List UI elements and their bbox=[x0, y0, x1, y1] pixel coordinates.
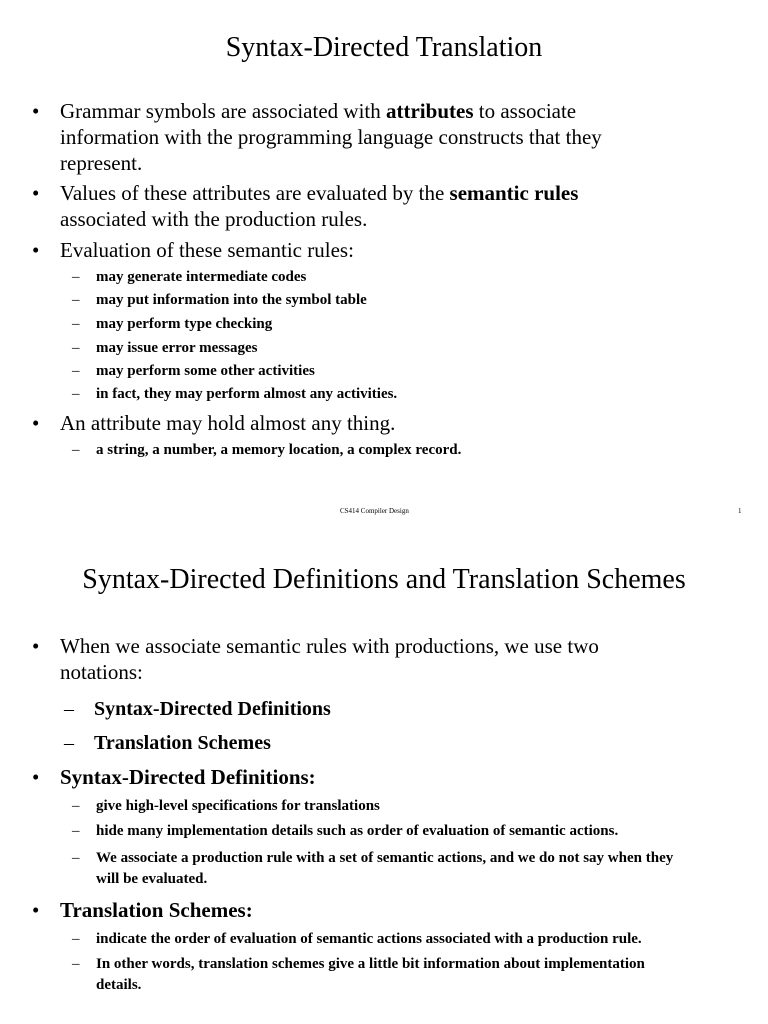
bold-term: semantic rules bbox=[449, 181, 579, 205]
slide-2-title: Syntax-Directed Definitions and Translation Schemes bbox=[82, 564, 686, 595]
text: give high-level specifications for translations bbox=[96, 798, 380, 814]
text: in fact, they may perform almost any activities. bbox=[96, 386, 398, 402]
text: may issue error messages bbox=[96, 340, 258, 356]
text: details. bbox=[96, 977, 142, 993]
list-item bbox=[72, 929, 752, 949]
bullet-glyph: • bbox=[32, 411, 40, 435]
footer-page-number: 1 bbox=[738, 507, 742, 515]
bullet-ts bbox=[32, 897, 732, 923]
list-item bbox=[72, 848, 752, 890]
list-item bbox=[72, 954, 752, 996]
bullet-glyph: • bbox=[32, 898, 40, 922]
text: a string, a number, a memory location, a complex record. bbox=[96, 442, 462, 458]
text: We associate a production rule with a set of semantic actions, and we do not say when they bbox=[96, 850, 674, 866]
slide-2 bbox=[0, 540, 768, 1024]
text: In other words, translation schemes give a little bit information about implementation bbox=[96, 956, 645, 972]
slide-1-title: Syntax-Directed Translation bbox=[225, 32, 543, 63]
text: notations: bbox=[60, 660, 143, 684]
dash-glyph: – bbox=[64, 732, 74, 754]
text: hide many implementation details such as order of evaluation of semantic actions. bbox=[96, 823, 619, 839]
text: Grammar symbols are associated with bbox=[60, 99, 386, 123]
bold-term: attributes bbox=[386, 99, 474, 123]
text: to associate bbox=[473, 99, 577, 123]
list-item bbox=[72, 338, 672, 358]
text: may perform some other activities bbox=[96, 363, 315, 379]
dash-glyph: – bbox=[72, 850, 80, 866]
text: Syntax-Directed Definitions: bbox=[60, 765, 316, 789]
list-item bbox=[72, 361, 672, 381]
bullet-sdd bbox=[32, 764, 732, 790]
bullet-attribute-hold bbox=[32, 410, 732, 436]
list-item bbox=[72, 384, 672, 404]
dash-glyph: – bbox=[72, 442, 80, 458]
list-item bbox=[72, 796, 752, 816]
dash-glyph: – bbox=[64, 698, 74, 720]
text: When we associate semantic rules with productions, we use two bbox=[60, 634, 599, 658]
text: information with the programming language constructs that they bbox=[60, 125, 602, 149]
footer-course: CS414 Compiler Design bbox=[340, 507, 409, 515]
bullet-glyph: • bbox=[32, 99, 40, 123]
text: may generate intermediate codes bbox=[96, 269, 307, 285]
text: indicate the order of evaluation of semantic actions associated with a production rule. bbox=[96, 931, 642, 947]
text: Evaluation of these semantic rules: bbox=[60, 238, 354, 262]
text: Translation Schemes bbox=[94, 732, 271, 754]
bullet-notations bbox=[32, 633, 732, 685]
bullet-glyph: • bbox=[32, 765, 40, 789]
notation-sdd bbox=[64, 697, 664, 721]
text: will be evaluated. bbox=[96, 871, 208, 887]
text: Syntax-Directed Definitions bbox=[94, 698, 331, 720]
list-item bbox=[72, 314, 672, 334]
bullet-glyph: • bbox=[32, 181, 40, 205]
dash-glyph: – bbox=[72, 931, 80, 947]
bullet-glyph: • bbox=[32, 634, 40, 658]
text: associated with the production rules. bbox=[60, 207, 368, 231]
text: may perform type checking bbox=[96, 316, 273, 332]
list-item bbox=[72, 821, 752, 841]
dash-glyph: – bbox=[72, 363, 80, 379]
text: represent. bbox=[60, 151, 143, 175]
list-item bbox=[72, 290, 672, 310]
dash-glyph: – bbox=[72, 386, 80, 402]
notation-ts bbox=[64, 731, 664, 755]
dash-glyph: – bbox=[72, 956, 80, 972]
dash-glyph: – bbox=[72, 340, 80, 356]
bullet-attributes bbox=[32, 98, 732, 176]
list-item bbox=[72, 267, 672, 287]
text: Translation Schemes: bbox=[60, 898, 253, 922]
dash-glyph: – bbox=[72, 823, 80, 839]
bullet-values bbox=[32, 180, 732, 232]
dash-glyph: – bbox=[72, 316, 80, 332]
text: may put information into the symbol table bbox=[96, 292, 367, 308]
text: Values of these attributes are evaluated by the bbox=[60, 181, 450, 205]
dash-glyph: – bbox=[72, 292, 80, 308]
text: An attribute may hold almost any thing. bbox=[60, 411, 396, 435]
dash-glyph: – bbox=[72, 269, 80, 285]
bullet-evaluation bbox=[32, 237, 732, 263]
list-item bbox=[72, 440, 672, 460]
bullet-glyph: • bbox=[32, 238, 40, 262]
dash-glyph: – bbox=[72, 798, 80, 814]
